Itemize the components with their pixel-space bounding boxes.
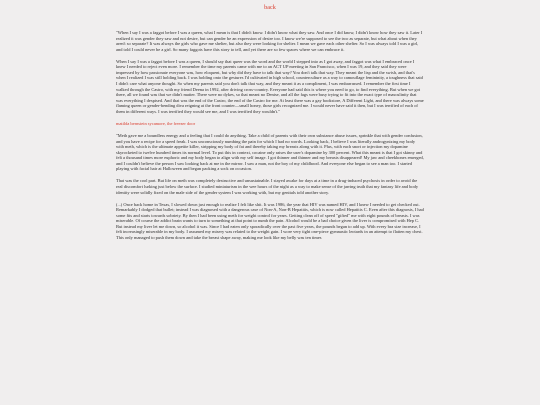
quote-attribution: matilda bernstein sycamore, the freezer door <box>116 120 196 126</box>
paragraph: "Meth gave me a boundless energy and a feeling that I could do anything. Take a child of parents with their own substance abuse issues, sprinkle that with gender confusion, and you have a recipe for a speed freak. I was unconsciously numbing the pain for which I had no words. Looking back, I believe I was literally androgynizing my body with meth, which is the ultimate appetite killer, stripping my body of fat and thereby taking my breasts along with it. Plus, with each snort or injection my dopamine skyrocketed to twelve hundred times its normal level. To put this in context, cocaine only raises the user's dopamine by 300 percent. What this meant is that I got skinny and felt a thousand times more euphoric and my body began to align with my self image. I got thinner and thinner and my breasts disappeared! My jaw and cheekbones emerged, and I couldn't believe the person I saw looking back at me in the mirror. I saw a man, not the boy of my childhood. And everyone else began to see a man too. I started playing with facial hair at Halloween and began packing a sock on occasion. <box>116 132 424 172</box>
paragraph: That was the cool part. But life on meth was completely destructive and unsustainable. I stayed awake for days at a time in a drug-induced psychosis in order to avoid the real discomfort lurking just below the surface. I studied miniaturism in the wee hours of the night as a way to make sense of the jarring truth that my fantasy life and body identity were solidly fixed on the male side of the gender system I was working with, but my genitals told another story. <box>116 178 419 195</box>
article-body <box>116 30 424 247</box>
paragraph: (...) Once back home in Texas, I slowed down just enough to realize I felt like shit. It was 1986, the year that HIV was named HIV, and I knew I needed to get checked out. Remarkably I dodged that bullet; instead I was diagnosed with a dangerous case of Non-A, Non-B Hepatitis, which is now called Hepatitis C. Even after this diagnosis, I had some fits and starts towards sobriety. By then I had been using meth for weight control for years. Getting clean off of speed "gifted" me with eight pounds of breasts. I was miserable. Of course the addict brain wants to turn to something at that point to numb the pain. Alcohol would be a bad choice given the liver is compromised with Hep C. But instead my liver let me down, so alcohol it was. Since I had eaten only sporadically over the past five years, the pounds began to add up. With every bra size increase, I felt increasingly miserable in my body. I assumed my misery was related to the weight gain. I wore very tight one-piece gymnastic leotards in an attempt to flatten my chest. This only managed to push them down and take the breast shape away, making me look like my belly was ten times <box>116 201 424 240</box>
back-link[interactable]: back <box>264 4 276 11</box>
paragraph: When I say I was a faggot before I was a queen, I should say that queer was the word and the world I stepped into as I got away, and faggot was what I embraced once I knew I needed to reject even more. I remember the time my parents came with me to an ACT UP meeting in San Francisco, when I was 19, and they said they were impressed by how passionate everyone was, how eloquent, but why did they have to talk that way? You don't talk that way. They meant the lisp and the swish, and that's when I realized I was still holding back. I was holding onto the gestures I'd cultivated in high school, counterculture as a way to camouflage femininity, a toughness that said I didn't care what anyone thought. So when my parents said you don't talk that way, and they meant it as a compliment, I was embarrassed. I remember the first time I walked through the Castro, with my friend Deena in 1992, after driving cross-country. Everyone had said this is where you need to go, to find everything. But when we got there, all we found was that we didn't matter. There were no dykes, so that meant no Denise, and all the fags were busy trying to fit into the exact type of masculinity that was everything I despised. And that was the end of the Castro, the end of the Castro for me. At least there was a gay bookstore, A Different Light, and there was always some flaming queen or gender-bending diva reigning at the front counter—small honey, those girls recognized me. I would never have said it then, but I was terrified of each of them in different ways. I was terrified they would see me, and I was terrified they wouldn't." <box>116 58 424 114</box>
paragraph: "When I say I was a faggot before I was a queen, what I mean is that I didn't know. I didn't know what they saw. And once I did know, I didn't know how they saw it. Later I realized it was gender they saw and not desire, but can gender be an expression of desire too. I know we're supposed to see the two as separate, but what about when they aren't so separate? It was always the girls who gave me shelter, but also they were looking for shelter. I mean we gave each other shelter. So I was always told I was a girl, and told I could never be a girl. So many faggots have this story to tell, and yet there are so few spaces where we can embrace it. <box>116 30 423 52</box>
